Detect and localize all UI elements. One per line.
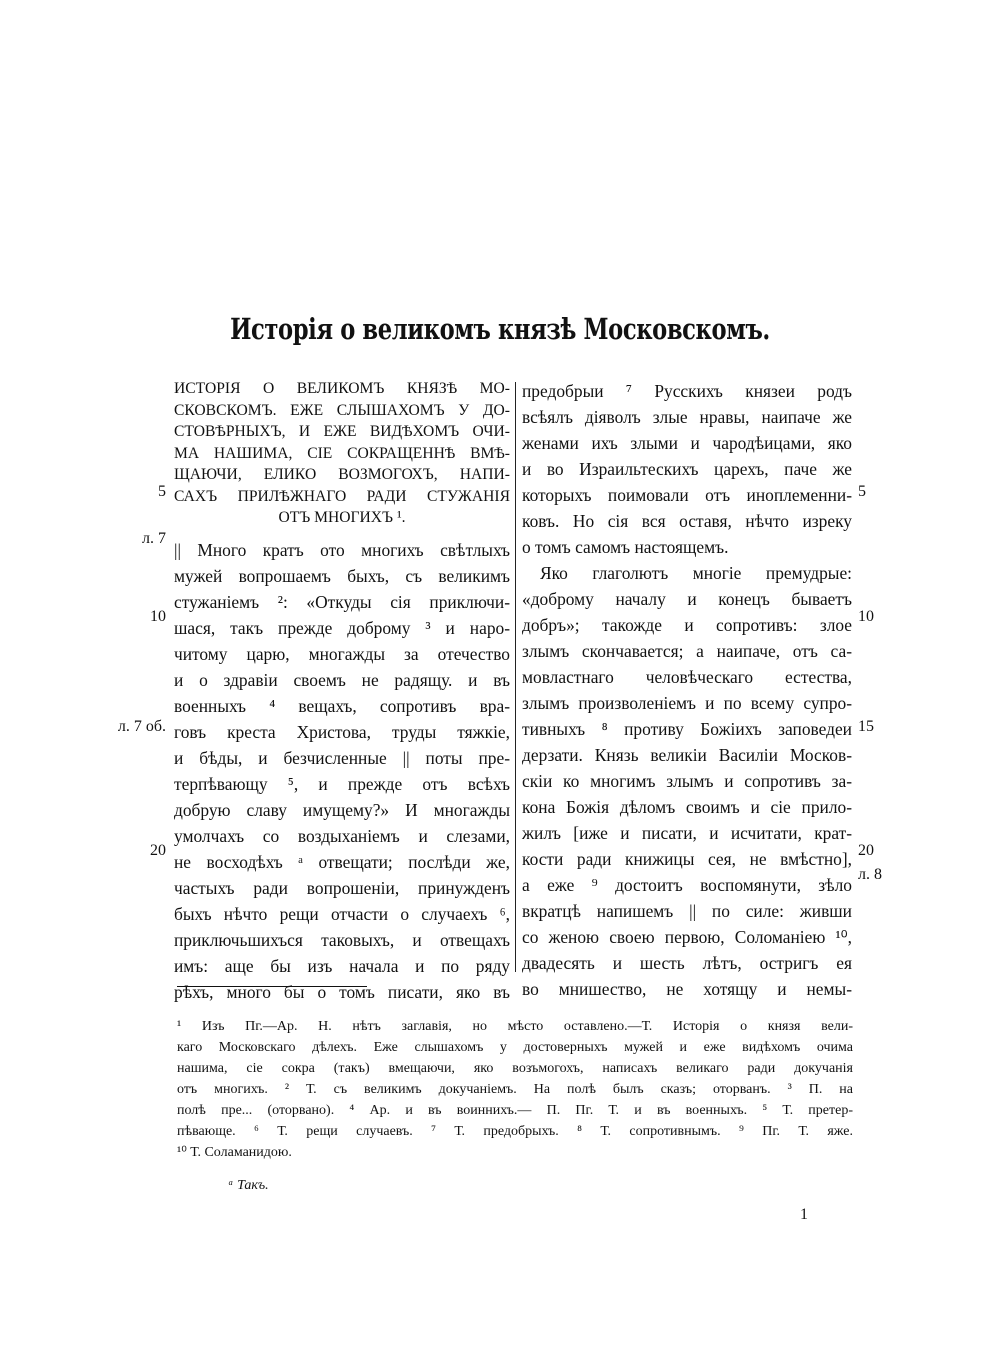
footnote-line: ¹⁰ Т. Соламанидою.	[177, 1145, 292, 1160]
margin-line-number: 5	[158, 483, 166, 500]
footnote-line: ¹ Изъ Пг.—Ар. Н. нѣтъ заглавія, но мѣсто оставлено.—Т. Исторія о князя вели-	[177, 1019, 853, 1034]
footnotes	[177, 1016, 853, 1163]
text-line: добръ»; такожде и сопротивъ: злое	[522, 615, 852, 635]
text-line: и бѣды, и безчисленные || поты пре-	[174, 747, 510, 768]
text-line: кона Божія дѣломъ своимъ и сіе прило-	[522, 797, 852, 817]
margin-line-number: 10	[858, 608, 874, 625]
text-line: военныхъ ⁴ вещахъ, сопротивъ вра-	[174, 695, 510, 716]
text-line: частыхъ ради вопрошеніи, принужденъ	[174, 877, 510, 898]
text-line: шася, такъ прежде доброму ³ и наро-	[174, 617, 510, 638]
heading-line: СТОВѢРНЫХЪ, И ЕЖЕ ВИДѢХОМЪ ОЧИ-	[174, 423, 510, 440]
footnote-line: полѣ пре... (оторвано). ⁴ Ар. и въ воиннихъ.— П. Пг. Т. и въ военныхъ. ⁵ Т. претер-	[177, 1103, 853, 1118]
heading-line: СКОВСКОМЪ. ЕЖЕ СЛЫШАХОМЪ У ДО-	[174, 401, 510, 419]
text-line: не восходѣхъ ᵃ отвещати; послѣди же,	[174, 851, 510, 872]
margin-line-number: 20	[150, 842, 166, 859]
margin-line-number: 5	[858, 483, 866, 500]
footnote-separator	[177, 986, 367, 987]
text-line: а еже ⁹ достоитъ воспомянути, зѣло	[522, 875, 852, 895]
heading-line: САХЪ ПРИЛѢЖНАГО РАДИ СТУЖАНІЯ	[174, 487, 510, 505]
margin-line-number: 10	[150, 608, 166, 625]
heading-line: ИСТОРІЯ О ВЕЛИКОМЪ КНЯЗѢ МО-	[174, 380, 510, 397]
heading-line: ЩАЮЧИ, ЕЛИКО ВОЗМОГОХЪ, НАПИ-	[174, 466, 510, 483]
text-line: «доброму началу и конецъ бываетъ	[522, 589, 852, 609]
text-line: жилъ [иже и писати, и исчитати, крат-	[522, 823, 852, 843]
heading-line: ОТЪ МНОГИХЪ ¹.	[278, 509, 406, 526]
text-line: мужей вопрошаемъ быхъ, съ великимъ	[174, 565, 510, 586]
chapter-heading	[174, 378, 510, 529]
text-line: злымъ скончавается; а наипаче, отъ са-	[522, 641, 852, 661]
text-line: женами ихъ злыми и чародѣицами, яко	[522, 433, 852, 453]
text-line: злымъ произволеніемъ и по всему супро-	[522, 693, 852, 713]
text-line: Яко глаголютъ многіе премудрые:	[540, 563, 852, 583]
text-line: приключьшихъся таковыхъ, и отвещахъ	[174, 929, 510, 950]
text-line: скіи ко многимъ злымъ и сопротивъ за-	[522, 771, 852, 791]
text-line: предобрыи ⁷ Русскихъ князеи родъ	[522, 381, 852, 401]
text-line: о томъ самомъ настоящемъ.	[522, 537, 729, 557]
text-line: тивныхъ ⁸ противу Божіихъ заповедеи	[522, 719, 852, 739]
text-line: кости ради книжицы сея, не вмѣстно],	[522, 849, 852, 869]
text-line: и во Израильтескихъ царехъ, паче же	[522, 459, 852, 479]
margin-line-number: 20	[858, 842, 874, 859]
column-divider	[515, 382, 516, 972]
text-line: читому царю, многажды за отечество	[174, 643, 510, 664]
footnote-line: отъ многихъ. ² Т. съ великимъ докучаніемъ. На полѣ былъ сказъ; оторванъ. ³ П. на	[177, 1082, 853, 1097]
margin-folio: л. 8	[858, 866, 882, 883]
left-column	[174, 378, 510, 1005]
footnote-line: нашима, сіе сокра (такъ) вмещаючи, яко возъмогохъ, написахъ великаго ради докучанія	[177, 1061, 853, 1076]
text-line: ковъ. Но сія вся оставя, нѣчто изреку	[522, 511, 852, 531]
letter-footnote: ᵃ Такъ.	[228, 1178, 269, 1193]
text-line: во мнишество, не хотящу и немы-	[522, 979, 852, 999]
page-number: 1	[800, 1206, 808, 1223]
right-column	[522, 378, 852, 1002]
text-line: добрую славу имущему?» И многажды	[174, 799, 510, 820]
text-line: стужаніемъ ²: «Откуды сія приключи-	[174, 591, 510, 612]
text-line: || Много кратъ ото многихъ свѣтлыхъ	[174, 539, 510, 560]
footnote-line: пѣвающе. ⁶ Т. рещи случаевъ. ⁷ Т. предобрыхъ. ⁸ Т. сопротивнымъ. ⁹ Пг. Т. яже.	[177, 1124, 853, 1139]
text-line: мовластнаго человѣческаго естества,	[522, 667, 852, 687]
footnote-line: каго Московскаго дѣлехъ. Еже слышахомъ у достоверныхъ мужей и еже видѣхомъ очима	[177, 1040, 853, 1055]
page-title: Исторія о великомъ князѣ Московскомъ.	[230, 312, 770, 346]
heading-line: МА НАШИМА, СІЕ СОКРАЩЕННѢ ВМѢ-	[174, 444, 510, 462]
text-line: имъ: аще бы изъ начала и по ряду	[174, 955, 510, 976]
text-line: терпѣвающу ⁵, и прежде отъ всѣхъ	[174, 773, 510, 794]
margin-folio: л. 7	[142, 530, 166, 547]
text-line: которыхъ поимовали отъ иноплеменни-	[522, 485, 852, 505]
text-line: вкратцѣ напишемъ || по силе: живши	[522, 901, 852, 921]
text-line: быхъ нѣчто рещи отчасти о случаехъ ⁶,	[174, 903, 510, 924]
margin-folio: л. 7 об.	[117, 718, 166, 735]
text-line: со женою своею первою, Соломаніею ¹⁰,	[522, 927, 852, 947]
text-line: умолчахъ со воздыханіемъ и слезами,	[174, 825, 510, 846]
text-line: говъ креста Христова, труды тяжкіе,	[174, 721, 510, 742]
text-line: всѣялъ діяволъ злые нравы, наипаче же	[522, 407, 852, 427]
text-line: дерзати. Князь великіи Василіи Москов-	[522, 745, 852, 765]
text-line: и о здравіи своемъ не радящу. и въ	[174, 669, 510, 690]
text-line: рѣхъ, много бы о томъ писати, яко въ	[174, 981, 510, 1002]
margin-line-number: 15	[858, 718, 874, 735]
text-line: двадесять и шесть лѣтъ, остригъ ея	[522, 953, 852, 973]
